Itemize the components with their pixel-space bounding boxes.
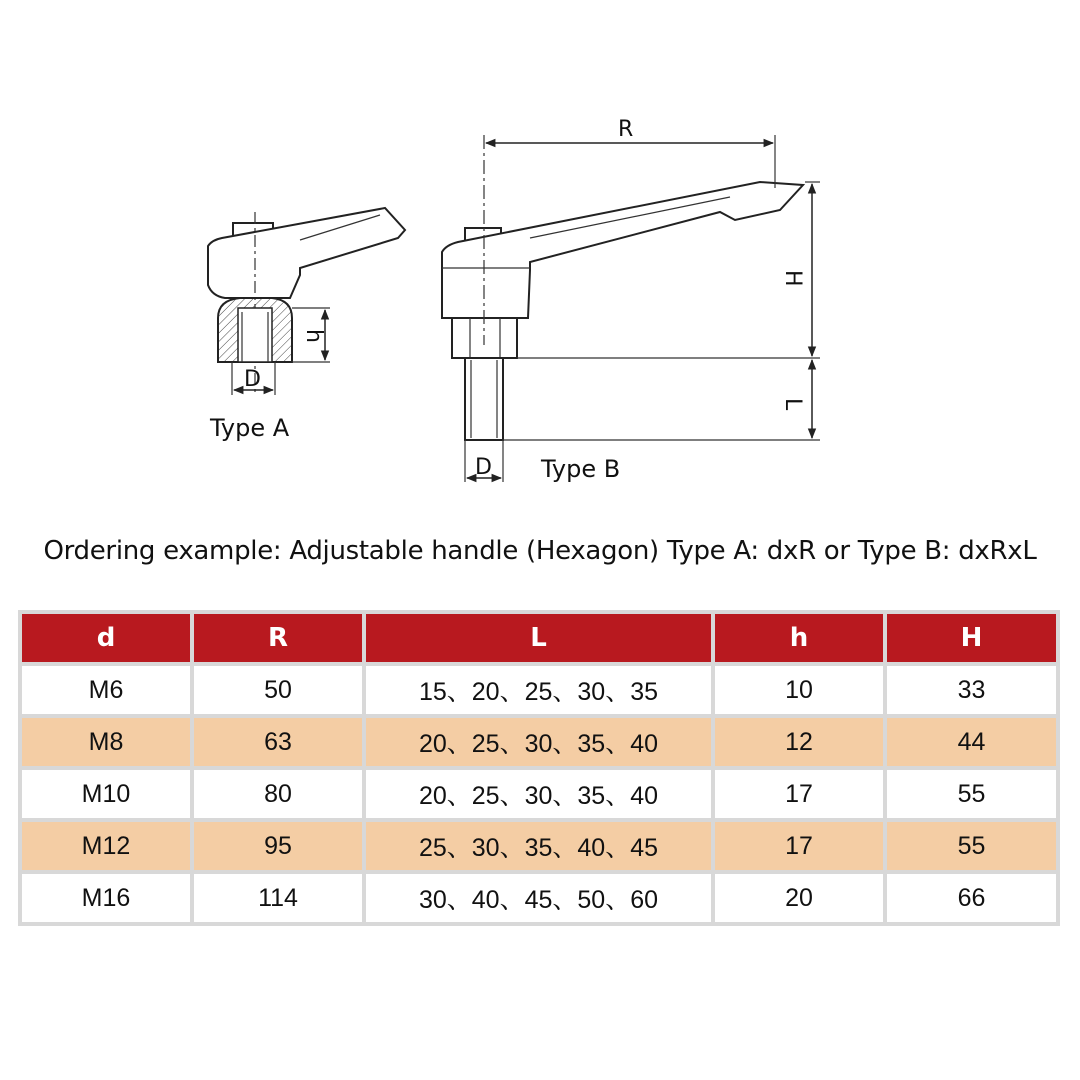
cell-h-small: 17 <box>715 770 883 818</box>
cell-d: M10 <box>22 770 190 818</box>
cell-h-small: 17 <box>715 822 883 870</box>
cell-h-large: 33 <box>887 666 1056 714</box>
ordering-example-text: Ordering example: Adjustable handle (Hexagon) Type A: dxR or Type B: dxRxL <box>43 536 1037 566</box>
cell-r: 114 <box>194 874 362 922</box>
cell-l: 25、30、35、40、45 <box>366 822 711 870</box>
table-row <box>22 822 1056 870</box>
header-r: R <box>194 614 362 662</box>
cell-h-small: 20 <box>715 874 883 922</box>
cell-l: 20、25、30、35、40 <box>366 718 711 766</box>
dim-label-r: R <box>618 117 634 142</box>
cell-l: 30、40、45、50、60 <box>366 874 711 922</box>
cell-l: 15、20、25、30、35 <box>366 666 711 714</box>
cell-r: 80 <box>194 770 362 818</box>
cell-r: 63 <box>194 718 362 766</box>
cell-h-large: 55 <box>887 770 1056 818</box>
dim-label-h-upper: H <box>780 270 805 287</box>
cell-h-large: 55 <box>887 822 1056 870</box>
type-b-label: Type B <box>541 455 621 483</box>
dim-label-d-type-b: D <box>475 455 492 480</box>
dim-label-d-type-a: D <box>244 367 261 392</box>
type-a-drawing <box>208 208 405 395</box>
spec-table <box>18 610 1060 926</box>
table-row <box>22 874 1056 922</box>
cell-d: M6 <box>22 666 190 714</box>
cell-h-small: 10 <box>715 666 883 714</box>
header-l: L <box>366 614 711 662</box>
cell-h-small: 12 <box>715 718 883 766</box>
cell-d: M8 <box>22 718 190 766</box>
table-row <box>22 666 1056 714</box>
cell-d: M12 <box>22 822 190 870</box>
technical-drawing <box>0 0 1080 500</box>
cell-l: 20、25、30、35、40 <box>366 770 711 818</box>
type-b-drawing <box>442 135 820 482</box>
cell-h-large: 44 <box>887 718 1056 766</box>
cell-d: M16 <box>22 874 190 922</box>
header-h-small: h <box>715 614 883 662</box>
header-d: d <box>22 614 190 662</box>
table-header-row <box>22 614 1056 662</box>
dim-label-h-lower: h <box>301 329 326 343</box>
dim-label-l: L <box>780 398 805 411</box>
header-h-large: H <box>887 614 1056 662</box>
cell-r: 50 <box>194 666 362 714</box>
table-row <box>22 770 1056 818</box>
type-a-label: Type A <box>210 414 290 442</box>
cell-r: 95 <box>194 822 362 870</box>
cell-h-large: 66 <box>887 874 1056 922</box>
table-row <box>22 718 1056 766</box>
